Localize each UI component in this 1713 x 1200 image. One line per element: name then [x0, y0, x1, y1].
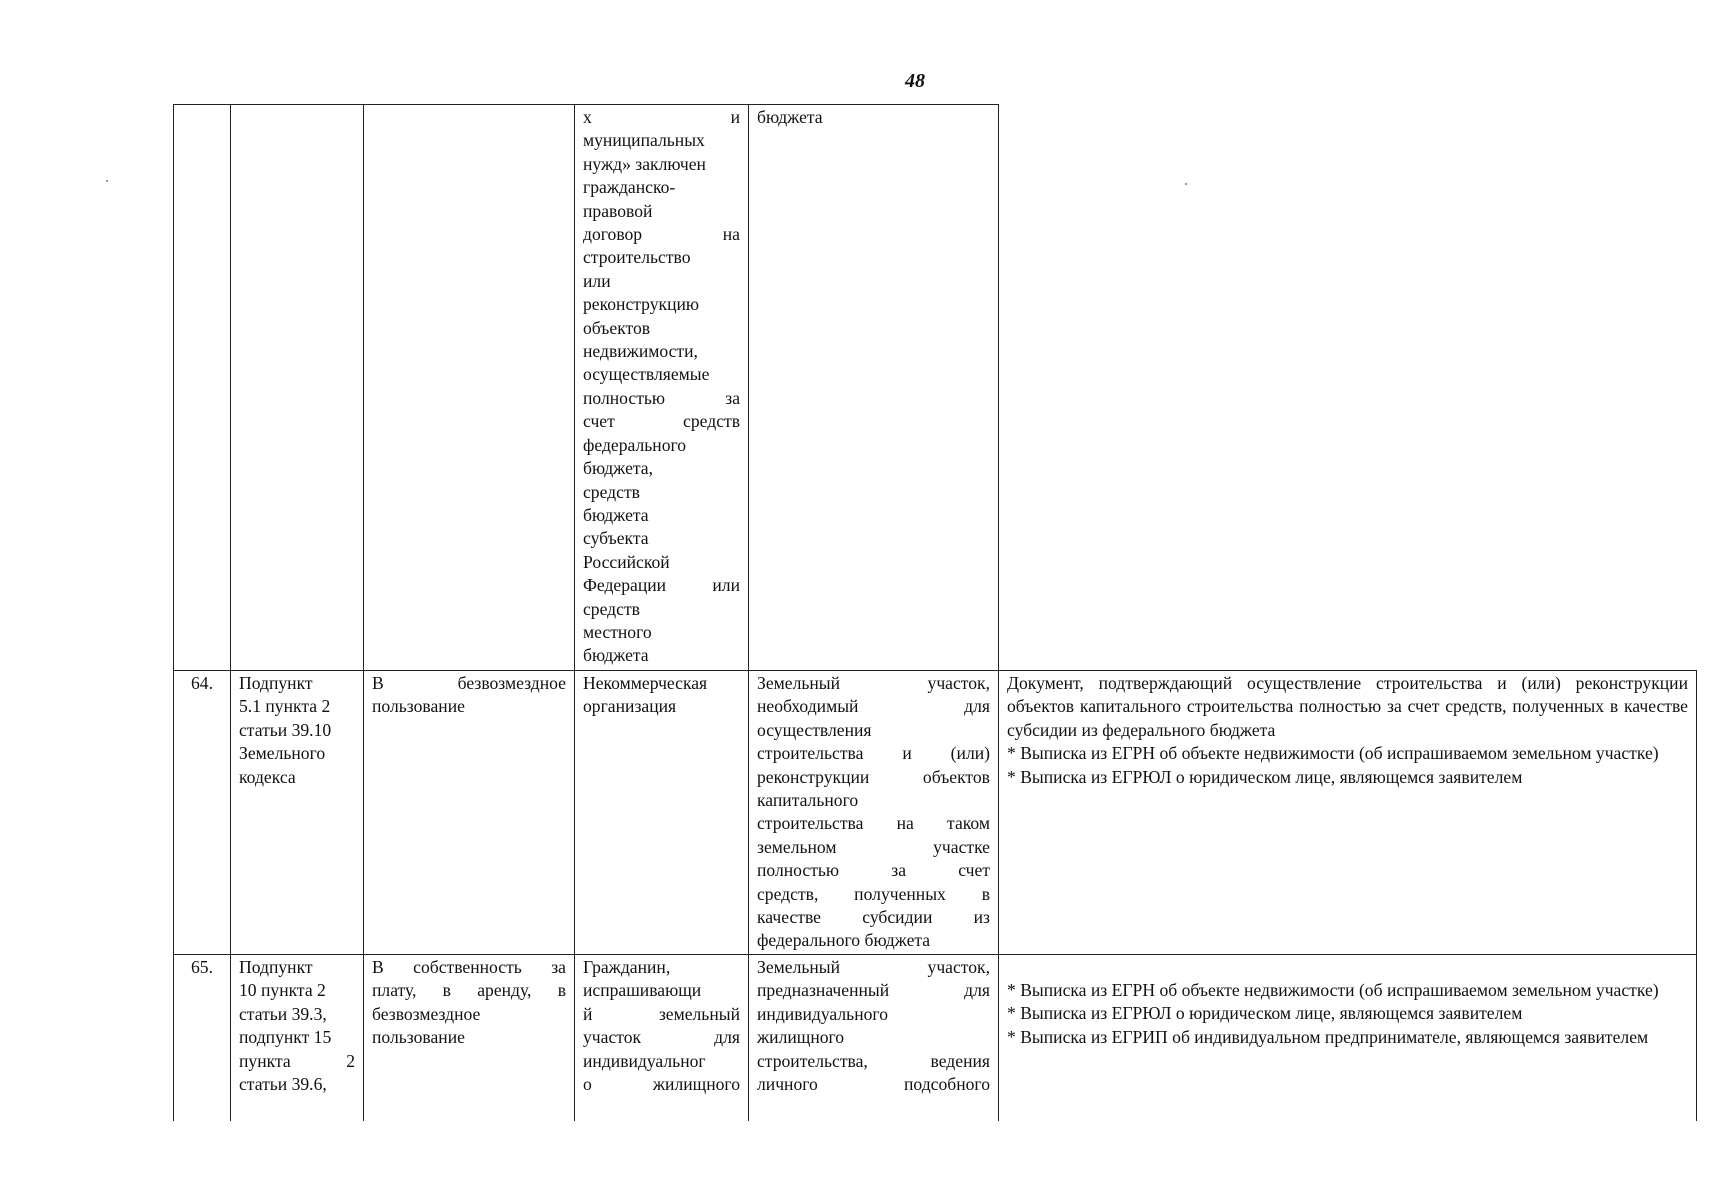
- document-item: * Выписка из ЕГРЮЛ о юридическом лице, являющемся заявителем: [1007, 766, 1523, 787]
- cell-line: средств: [583, 598, 640, 619]
- cell-line: пользование: [372, 696, 465, 717]
- cell-line: реконструкцию: [583, 294, 700, 315]
- cell-line: плату, в аренду, в: [372, 980, 566, 1001]
- document-item: Документ, подтверждающий осуществление строительства и (или) реконструкции объектов капитального строительства полностью за счет средств, полученных в качестве субсидии из федерального бюджета: [1007, 673, 1688, 740]
- cell-line: 10 пункта 2: [239, 980, 326, 1001]
- row-number-cell: 64.: [174, 671, 231, 955]
- cell-line: статьи 39.10: [239, 719, 332, 740]
- cell-line: строительства на таком: [757, 813, 990, 834]
- documents-cell: [999, 671, 1697, 955]
- cell-line: бюджета: [583, 645, 649, 666]
- cell-line: безвозмездное: [372, 1003, 481, 1024]
- cell-line: строительство: [583, 247, 691, 268]
- table-row: [174, 671, 1697, 955]
- cell-line: нужд» заключен: [583, 153, 706, 174]
- cell-line: подпункт 15: [239, 1027, 332, 1048]
- cell-line: Российской: [583, 551, 670, 572]
- documents-cell: [999, 105, 1697, 671]
- article-cell: [231, 105, 364, 671]
- cell-line: статьи 39.3,: [239, 1003, 327, 1024]
- applicant-cell: [575, 105, 749, 671]
- cell-line: правовой: [583, 200, 653, 221]
- cell-line: предназначенный для: [757, 980, 990, 1001]
- cell-line: бюджета: [583, 504, 649, 525]
- cell-line: статьи 39.6,: [239, 1074, 327, 1095]
- cell-line: жилищного: [757, 1027, 845, 1048]
- documents-cell: [999, 955, 1697, 1122]
- grant-type-cell: [364, 105, 575, 671]
- cell-line: х и: [583, 107, 740, 127]
- cell-line: Земельный участок,: [757, 673, 990, 693]
- table-row: [174, 105, 1697, 671]
- cell-line: Подпункт: [239, 673, 313, 693]
- cell-line: личного подсобного: [757, 1074, 990, 1095]
- cell-line: Подпункт: [239, 957, 313, 977]
- land-plot-cell: [749, 671, 999, 955]
- row-number-cell: [174, 105, 231, 671]
- cell-line: объектов: [583, 317, 651, 338]
- cell-line: кодекса: [239, 766, 296, 787]
- cell-line: полностью за: [583, 387, 740, 408]
- cell-line: 5.1 пункта 2: [239, 696, 331, 717]
- grant-type-cell: [364, 671, 575, 955]
- page-number: 48: [905, 70, 925, 92]
- cell-line: испрашивающи: [583, 980, 702, 1001]
- cell-line: индивидуальног: [583, 1050, 706, 1071]
- cell-line: капитального: [757, 790, 859, 811]
- applicant-cell: [575, 671, 749, 955]
- cell-line: Гражданин,: [583, 957, 671, 977]
- document-item: * Выписка из ЕГРИП об индивидуальном предпринимателе, являющемся заявителем: [1007, 1026, 1649, 1047]
- cell-line: Федерации или: [583, 575, 740, 596]
- cell-line: бюджета: [757, 107, 823, 127]
- row-number-cell: 65.: [174, 955, 231, 1122]
- cell-line: пункта 2: [239, 1050, 355, 1071]
- cell-line: или: [583, 270, 611, 291]
- document-item: * Выписка из ЕГРЮЛ о юридическом лице, являющемся заявителем: [1007, 1003, 1523, 1024]
- cell-line: Земельного: [239, 743, 326, 764]
- cell-line: субъекта: [583, 528, 649, 549]
- cell-line: осуществления: [757, 719, 872, 740]
- cell-line: й земельный: [583, 1003, 740, 1024]
- cell-line: муниципальных: [583, 130, 705, 151]
- cell-line: строительства и (или): [757, 743, 990, 764]
- cell-line: полностью за счет: [757, 860, 990, 881]
- cell-line: пользование: [372, 1027, 465, 1048]
- cell-line: недвижимости,: [583, 341, 698, 362]
- cell-line: федерального бюджета: [757, 930, 931, 951]
- cell-line: федерального: [583, 434, 687, 455]
- cell-line: Некоммерческая: [583, 673, 708, 693]
- cell-line: строительства, ведения: [757, 1050, 990, 1071]
- article-cell: [231, 671, 364, 955]
- cell-line: реконструкции объектов: [757, 766, 990, 787]
- cell-line: осуществляемые: [583, 364, 710, 385]
- cell-line: индивидуального: [757, 1003, 888, 1024]
- cell-line: необходимый для: [757, 696, 990, 717]
- cell-line: средств, полученных в: [757, 883, 990, 904]
- land-plot-cell: [749, 105, 999, 671]
- document-table: [173, 104, 1697, 1121]
- cell-line: местного: [583, 621, 652, 642]
- cell-line: В собственность за: [372, 957, 566, 977]
- cell-line: счет средств: [583, 411, 740, 432]
- land-plot-cell: [749, 955, 999, 1122]
- scan-speck: [106, 180, 108, 182]
- applicant-cell: [575, 955, 749, 1122]
- cell-line: средств: [583, 481, 640, 502]
- cell-line: организация: [583, 696, 677, 717]
- table-row: [174, 955, 1697, 1122]
- cell-line: Земельный участок,: [757, 957, 990, 977]
- document-item: * Выписка из ЕГРН об объекте недвижимости (об испрашиваемом земельном участке): [1007, 980, 1659, 1000]
- cell-line: земельном участке: [757, 836, 990, 857]
- cell-line: гражданско-: [583, 177, 676, 198]
- cell-line: В безвозмездное: [372, 673, 566, 693]
- article-cell: [231, 955, 364, 1122]
- cell-line: договор на: [583, 224, 740, 245]
- cell-line: о жилищного: [583, 1074, 740, 1095]
- cell-line: качестве субсидии из: [757, 907, 990, 928]
- cell-line: бюджета,: [583, 458, 653, 479]
- cell-line: участок для: [583, 1027, 740, 1048]
- grant-type-cell: [364, 955, 575, 1122]
- document-item: * Выписка из ЕГРН об объекте недвижимости (об испрашиваемом земельном участке): [1007, 743, 1659, 764]
